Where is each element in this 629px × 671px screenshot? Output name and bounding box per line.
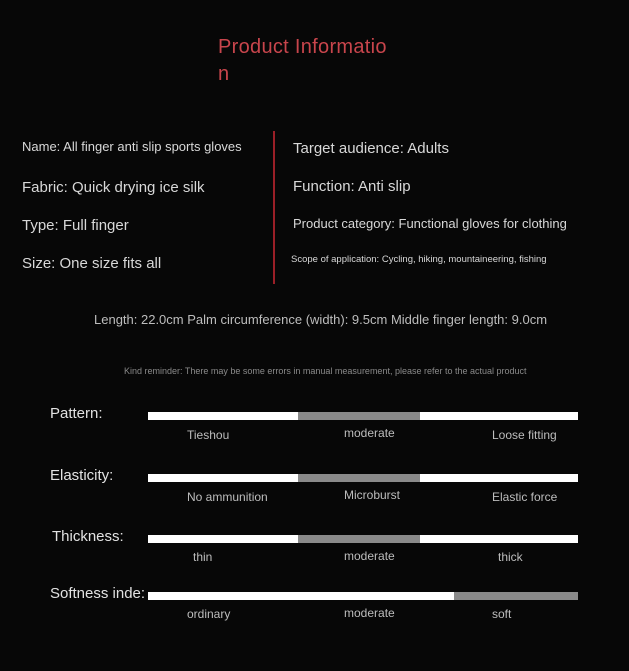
page-title [218, 34, 418, 88]
scale-bar [148, 474, 578, 482]
scale-option: soft [492, 607, 512, 621]
scale-option: No ammunition [187, 490, 268, 504]
scale-bar [148, 412, 578, 420]
scale-bar [148, 535, 578, 543]
info-function: Function: Anti slip [293, 178, 411, 195]
info-fabric: Fabric: Quick drying ice silk [22, 179, 205, 196]
scale-selected-segment [454, 592, 578, 600]
scale-option: moderate [344, 606, 395, 620]
scale-label: Thickness: [52, 528, 124, 545]
scale-label: Pattern: [50, 405, 103, 422]
info-scope: Scope of application: Cycling, hiking, mountaineering, fishing [291, 254, 547, 265]
info-product-category: Product category: Functional gloves for clothing [293, 216, 567, 231]
scale-option: Tieshou [187, 428, 230, 442]
scale-option: thick [498, 550, 523, 564]
scale-option: thin [193, 550, 213, 564]
scale-option: Microburst [344, 488, 401, 502]
column-divider [273, 131, 275, 284]
scale-option: moderate [344, 549, 395, 563]
scale-selected-segment [298, 535, 420, 543]
info-type: Type: Full finger [22, 217, 129, 234]
info-name: Name: All finger anti slip sports gloves [22, 139, 242, 154]
scale-option: Elastic force [492, 490, 558, 504]
scale-option: Loose fitting [492, 428, 557, 442]
scale-selected-segment [298, 474, 420, 482]
scale-bar [148, 592, 578, 600]
title-line-2: n [218, 63, 230, 85]
scale-label: Softness inde: [50, 585, 146, 602]
info-size: Size: One size fits all [22, 255, 162, 272]
scale-label: Elasticity: [50, 467, 114, 484]
length-measurements: Length: 22.0cm Palm circumference (width): 9.5cm Middle finger length: 9.0cm [94, 312, 548, 327]
scale-selected-segment [298, 412, 420, 420]
title-line-1: Product Informatio [218, 36, 387, 58]
measurement-reminder: Kind reminder: There may be some errors in manual measurement, please refer to the actual product [124, 366, 527, 376]
scale-option: moderate [344, 426, 395, 440]
scale-option: ordinary [187, 607, 231, 621]
info-target-audience: Target audience: Adults [293, 140, 449, 157]
